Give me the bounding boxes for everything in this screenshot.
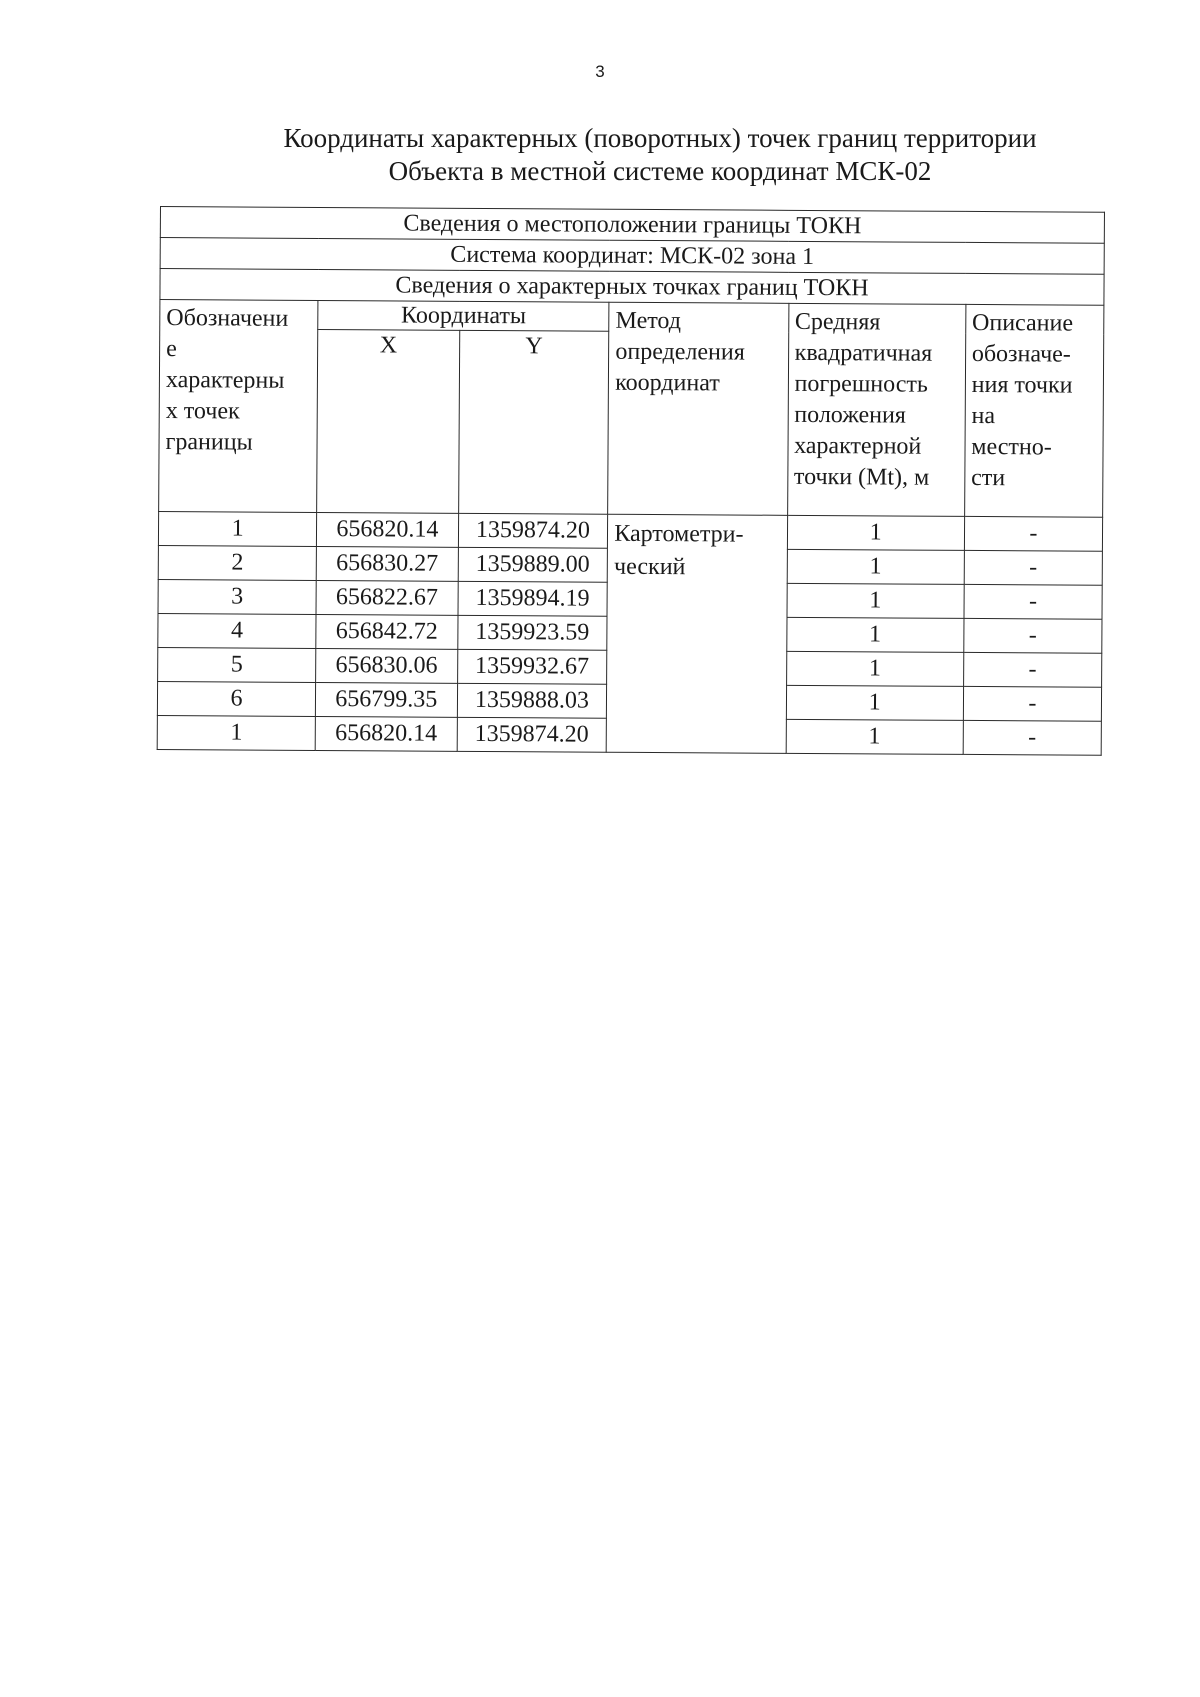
coord-x: 656842.72: [316, 614, 458, 649]
banner-location: Сведения о местоположении границы ТОКН: [160, 207, 1104, 244]
mt-value: 1: [787, 515, 964, 550]
mt-value: 1: [786, 719, 963, 754]
coord-y: 1359874.20: [458, 513, 608, 548]
title-line-2: Объекта в местной системе координат МСК-02: [388, 156, 932, 186]
description-value: -: [963, 720, 1101, 755]
header-error: Средняя квадратичная погрешность положения характерной точки (Mt), м: [787, 303, 965, 516]
coord-y: 1359889.00: [458, 547, 608, 582]
banner-points: Сведения о характерных точках границ ТОКН: [160, 269, 1104, 306]
description-value: -: [964, 584, 1102, 619]
coord-x: 656799.35: [316, 682, 458, 717]
point-number: 4: [158, 613, 316, 648]
point-number: 5: [158, 647, 316, 682]
description-value: -: [964, 516, 1102, 551]
coord-y: 1359932.67: [457, 649, 607, 684]
coord-x: 656820.14: [317, 512, 459, 547]
coord-y: 1359923.59: [457, 615, 607, 650]
coordinates-table: [157, 206, 1105, 756]
coord-x: 656830.27: [316, 546, 458, 581]
table-row: [158, 511, 1102, 551]
banner-coordinate-system: Система координат: МСК-02 зона 1: [160, 238, 1104, 275]
description-value: -: [964, 550, 1102, 585]
point-number: 3: [158, 579, 316, 614]
method-value: Картометри- ческий: [606, 514, 787, 753]
coord-x: 656820.14: [315, 716, 457, 751]
mt-value: 1: [787, 583, 964, 618]
header-coordinates: Координаты: [318, 300, 609, 331]
point-number: 6: [157, 681, 315, 716]
description-value: -: [964, 618, 1102, 653]
header-method: Метод определения координат: [608, 302, 789, 515]
coord-x: 656830.06: [316, 648, 458, 683]
header-designation: Обозначени е характерны х точек границы: [159, 300, 318, 513]
header-x: X: [317, 329, 459, 513]
description-value: -: [963, 652, 1101, 687]
point-number: 2: [158, 545, 316, 580]
description-value: -: [963, 686, 1101, 721]
mt-value: 1: [786, 651, 963, 686]
document-title: [160, 122, 1160, 188]
header-y: Y: [458, 330, 609, 514]
point-number: 1: [157, 715, 315, 750]
coord-y: 1359874.20: [457, 717, 607, 752]
coord-y: 1359888.03: [457, 683, 607, 718]
title-line-1: Координаты характерных (поворотных) точек границ территории: [283, 123, 1037, 153]
point-number: 1: [158, 511, 316, 546]
coord-y: 1359894.19: [458, 581, 608, 616]
coord-x: 656822.67: [316, 580, 458, 615]
mt-value: 1: [786, 617, 963, 652]
page-number: 3: [595, 62, 605, 81]
header-description: Описание обозначе- ния точки на местно- сти: [964, 304, 1104, 517]
mt-value: 1: [787, 549, 964, 584]
mt-value: 1: [786, 685, 963, 720]
